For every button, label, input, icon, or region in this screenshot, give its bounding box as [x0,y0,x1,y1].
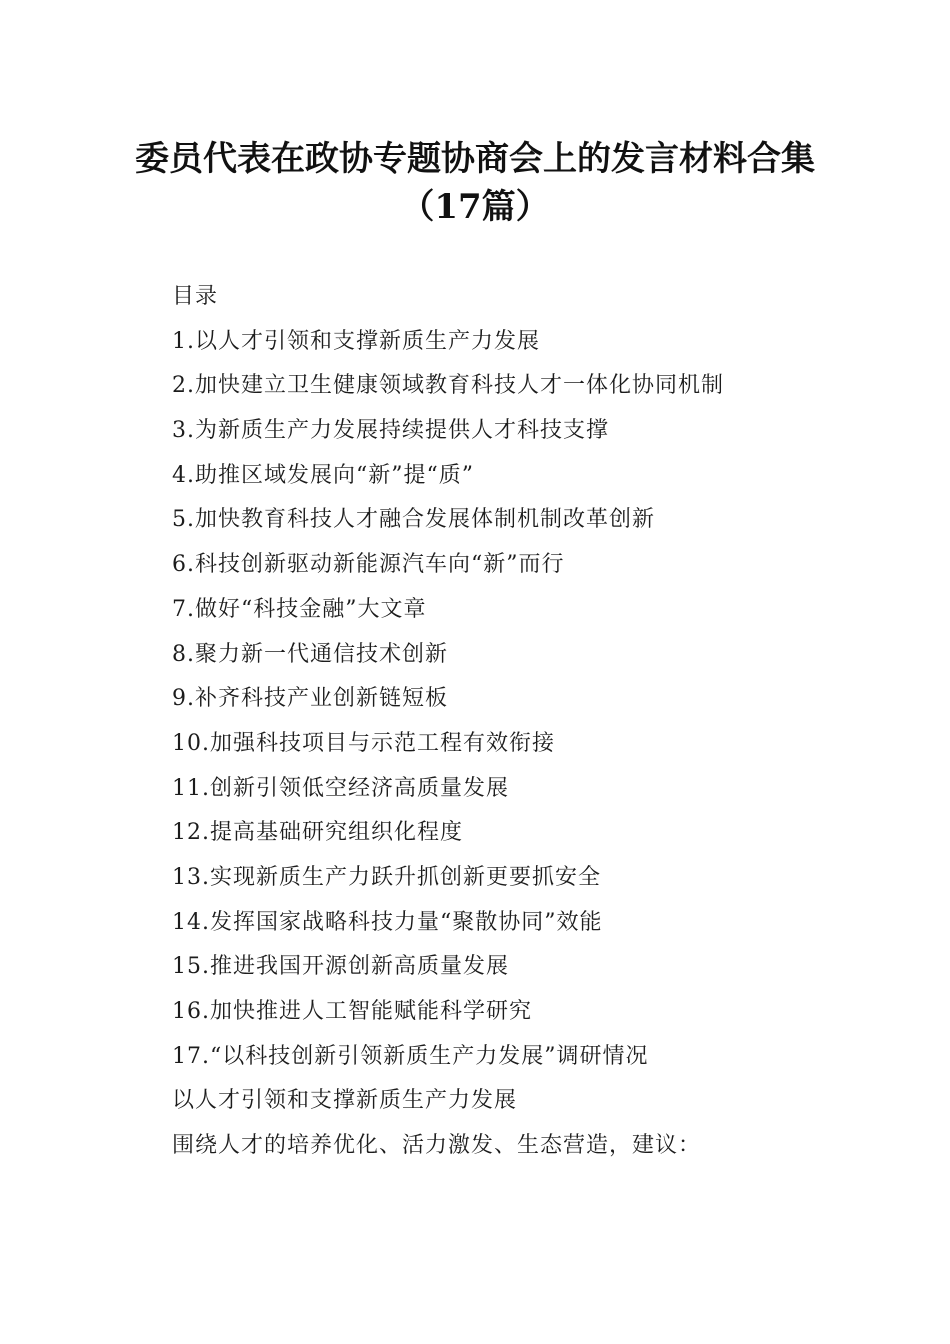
title-main: 委员代表在政协专题协商会上的发言材料合集 [135,139,815,179]
document-title [0,136,950,230]
toc-item: 6.科技创新驱动新能源汽车向“新”而行 [172,552,565,578]
toc-item: 2.加快建立卫生健康领域教育科技人才一体化协同机制 [172,373,724,399]
toc-item: 15.推进我国开源创新高质量发展 [172,954,509,980]
document-body [172,275,892,1169]
toc-item: 16.加快推进人工智能赋能科学研究 [172,999,532,1024]
toc-item: 8.聚力新一代通信技术创新 [172,641,448,667]
toc-item: 4.助推区域发展向“新”提“质” [172,462,474,488]
toc-item: 11.创新引领低空经济高质量发展 [172,775,509,801]
section-heading: 以人才引领和支撑新质生产力发展 [172,1088,518,1114]
toc-item: 7.做好“科技金融”大文章 [172,596,427,622]
toc-item: 13.实现新质生产力跃升抓创新更要抓安全 [172,864,601,890]
paragraph-start: 围绕人才的培养优化、活力激发、生态营造，建议： [172,1133,702,1159]
toc-item: 12.提高基础研究组织化程度 [172,820,463,846]
toc-item: 1.以人才引领和支撑新质生产力发展 [172,328,540,354]
toc-item: 3.为新质生产力发展持续提供人才科技支撑 [172,418,609,444]
toc-item: 10.加强科技项目与示范工程有效衔接 [172,730,555,756]
toc-item: 14.发挥国家战略科技力量“聚散协同”效能 [172,909,603,935]
title-count: （17篇） [400,187,550,227]
toc-list [172,320,892,1080]
toc-heading: 目录 [172,284,219,309]
toc-item: 17.“以科技创新引领新质生产力发展”调研情况 [172,1043,649,1069]
toc-item: 9.补齐科技产业创新链短板 [172,686,448,712]
toc-item: 5.加快教育科技人才融合发展体制机制改革创新 [172,507,655,533]
